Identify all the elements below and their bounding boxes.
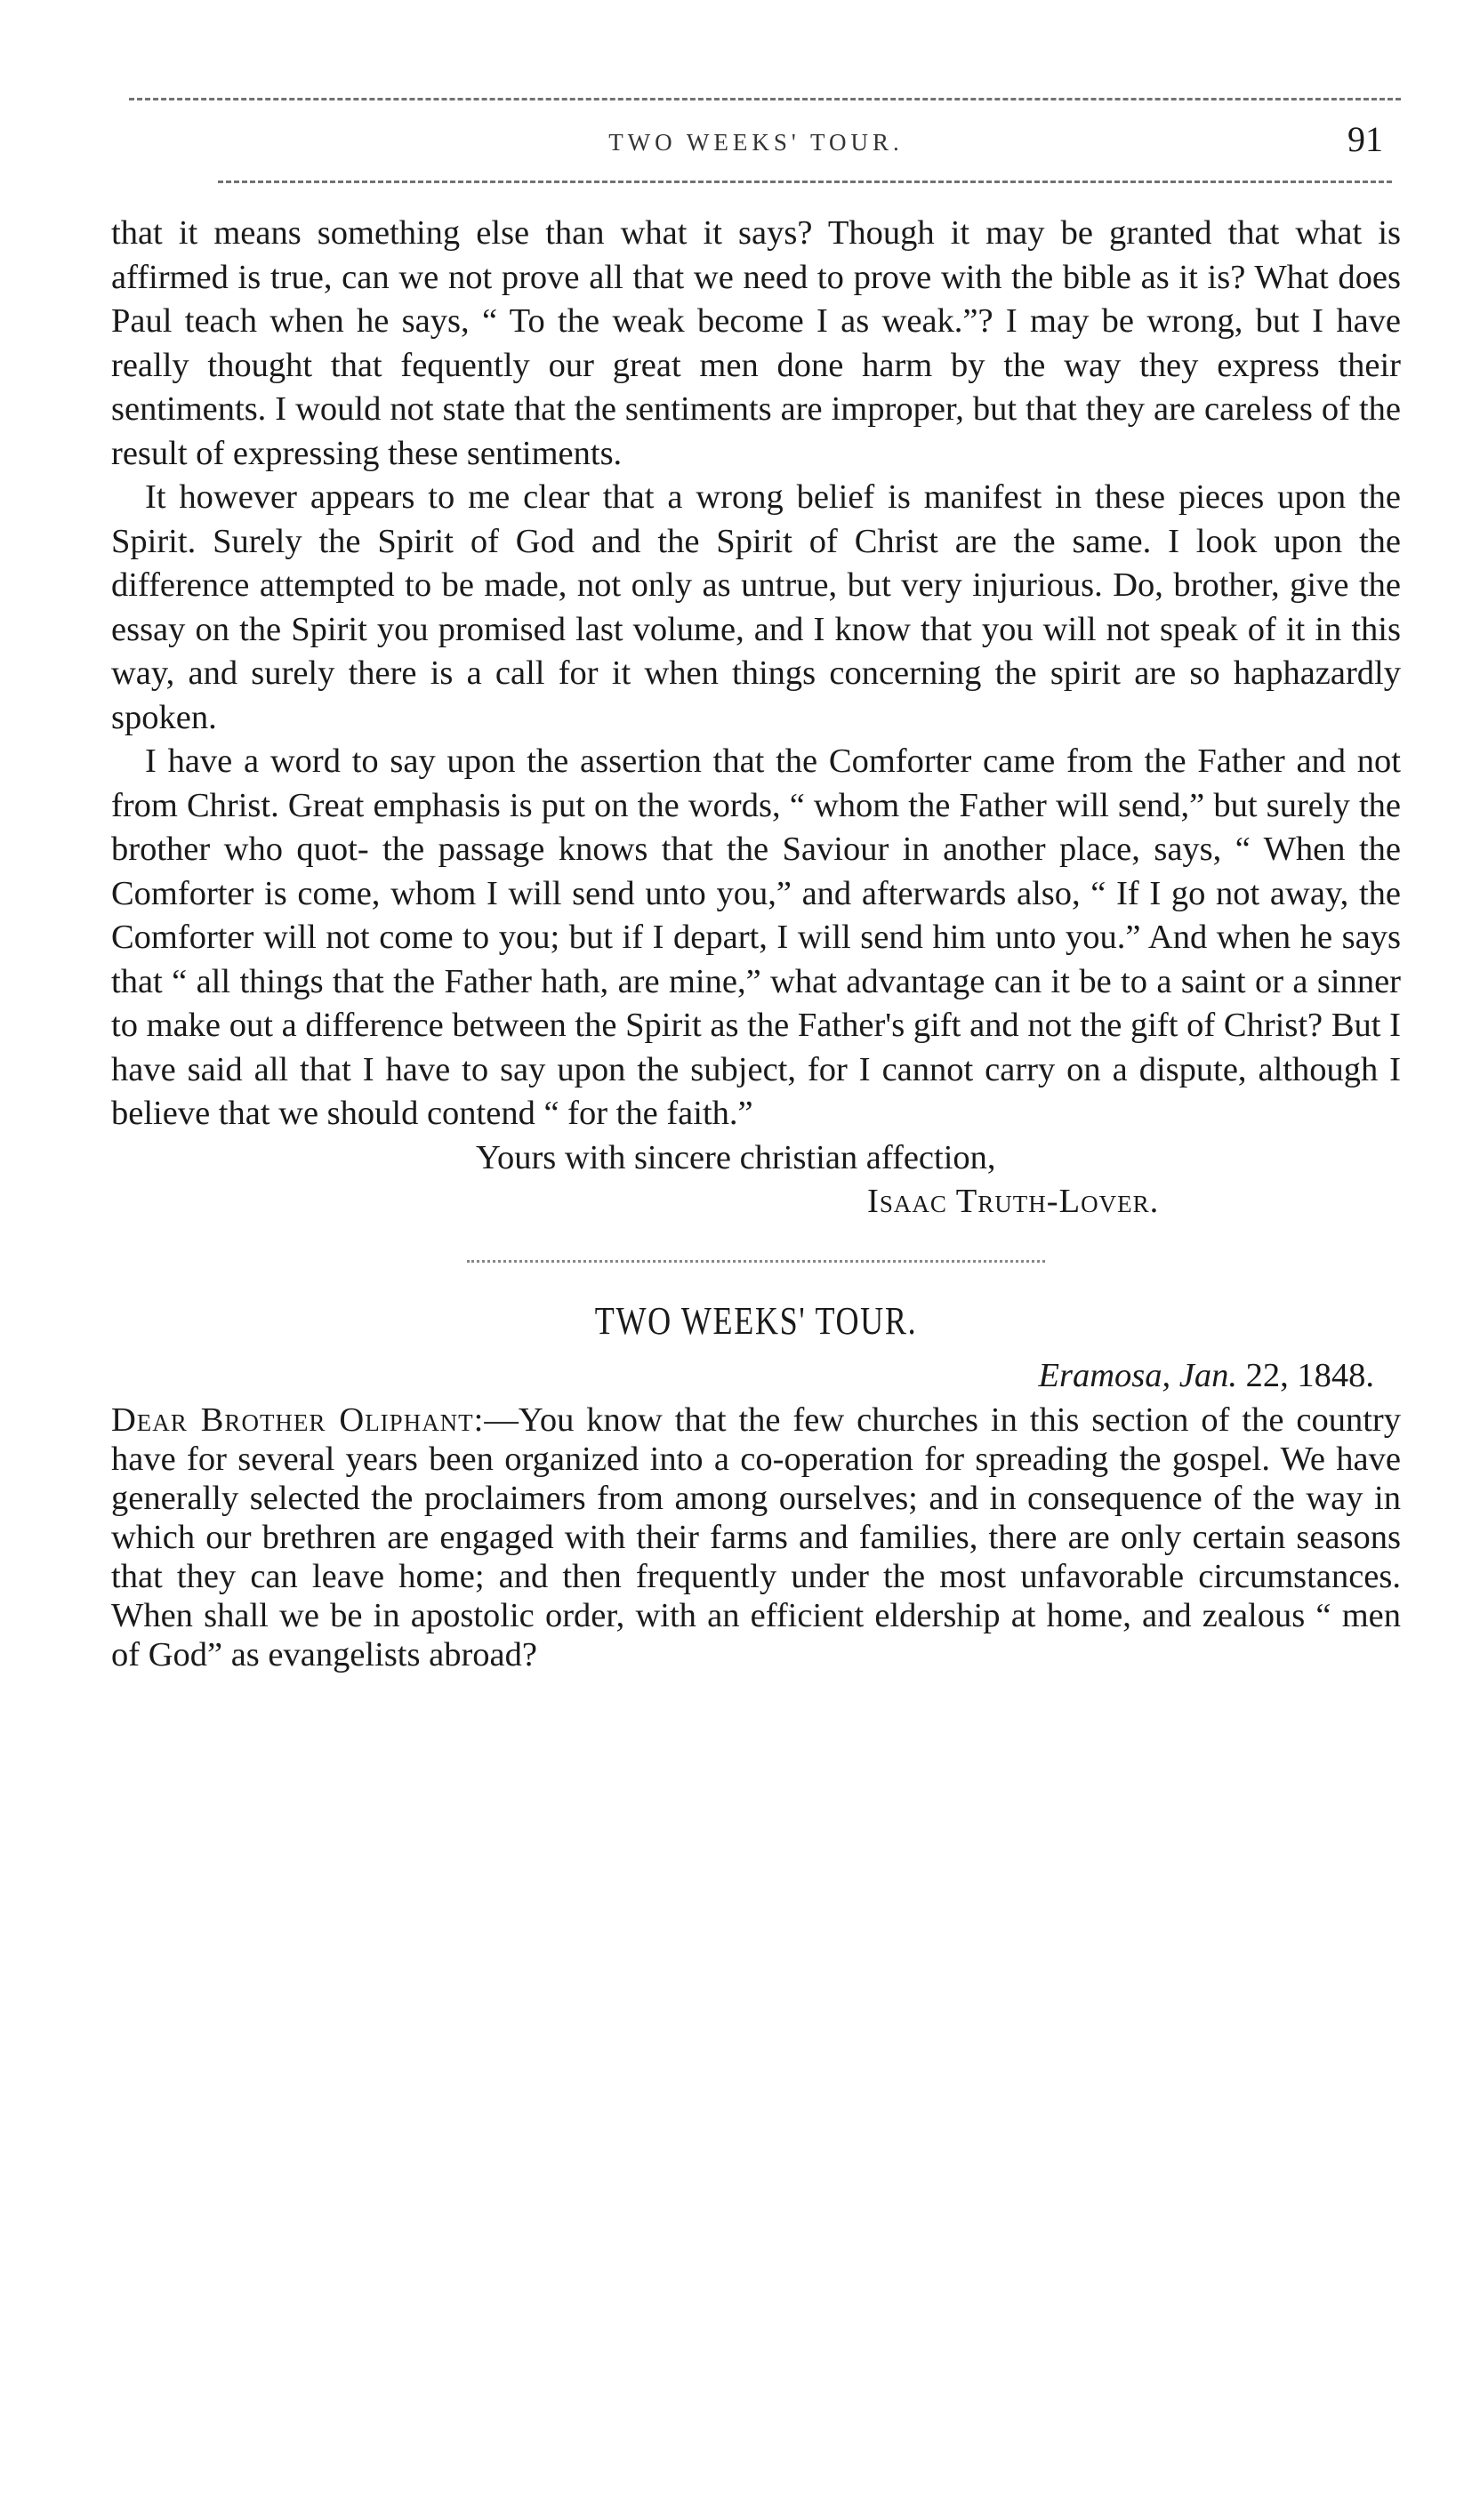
paragraph-3: I have a word to say upon the assertion that the Comforter came from the Father and not from Christ. Great emphasis is put on the words, “ whom the Father will send,” but surely the brother who quot- the passage knows that the Saviour in another place, says, “ When the Comforter is come, whom I will send unto you,” and afterwards also, “ If I go not away, the Comforter will not come to you; but if I depart, I will send him unto you.” And when he says that “ all things that the Father hath, are mine,” what advantage can it be to a saint or a sinner to make out a difference between the Spirit as the Father's gift and not the gift of Christ? But I have said all that I have to say upon the subject, for I cannot carry on a dispute, although I believe that we should contend “ for the faith.” — [111, 742, 1401, 1132]
page-header — [111, 118, 1401, 172]
header-rule — [218, 181, 1392, 183]
dateline-place: Eramosa, Jan. — [1038, 1356, 1237, 1394]
signature-block — [111, 1136, 1401, 1224]
section-title: TWO WEEKS' TOUR. — [594, 1298, 918, 1343]
section-divider — [467, 1260, 1045, 1263]
paragraph-1: that it means something else than what it says? Though it may be granted that what is affirmed is true, can we not prove all that we need to prove with the bible as it is? What does Paul teach when he says, “ To the weak become I as weak.”? I may be wrong, but I have really thought that fequently our great men done harm by the way they express their sentiments. I would not state that the sentiments are improper, but that they are careless of the result of expressing these sentiments. — [111, 214, 1401, 472]
top-rule — [129, 98, 1401, 100]
paragraph-2: It however appears to me clear that a wrong belief is manifest in these pieces upon the Spirit. Surely the Spirit of God and the Spirit of Christ are the same. I look upon the difference attempted to be made, not only as untrue, but very injurious. Do, brother, give the essay on the Spirit you promised last volume, and I know that you will not speak of it in this way, and surely there is a call for it when things concerning the spirit are so haphazardly spoken. — [111, 478, 1401, 736]
letter-body — [111, 1400, 1401, 1674]
running-head: TWO WEEKS' TOUR. — [608, 129, 904, 156]
author-name: Isaac Truth-Lover. — [867, 1183, 1160, 1220]
article-body — [111, 212, 1401, 1136]
letter-text: —You know that the few churches in this section of the country have for several years been organized into a co-operation for spreading the gospel. We have generally selected the proclaimers from among ourselves; and in consequence of the way in which our brethren are engaged with their farms and families, there are only certain seasons that they can leave home; and then frequently under the most unfavorable circumstances. When shall we be in apostolic order, with an efficient eldership at home, and zealous “ men of God” as evangelists abroad? — [111, 1400, 1401, 1673]
salutation: Dear Brother Oliphant: — [111, 1400, 485, 1439]
book-page — [111, 98, 1401, 1674]
dateline — [111, 1356, 1401, 1395]
dateline-date: 22, 1848. — [1245, 1356, 1374, 1394]
closing-line: Yours with sincere christian affection, — [476, 1138, 996, 1176]
page-number: 91 — [1347, 119, 1383, 159]
